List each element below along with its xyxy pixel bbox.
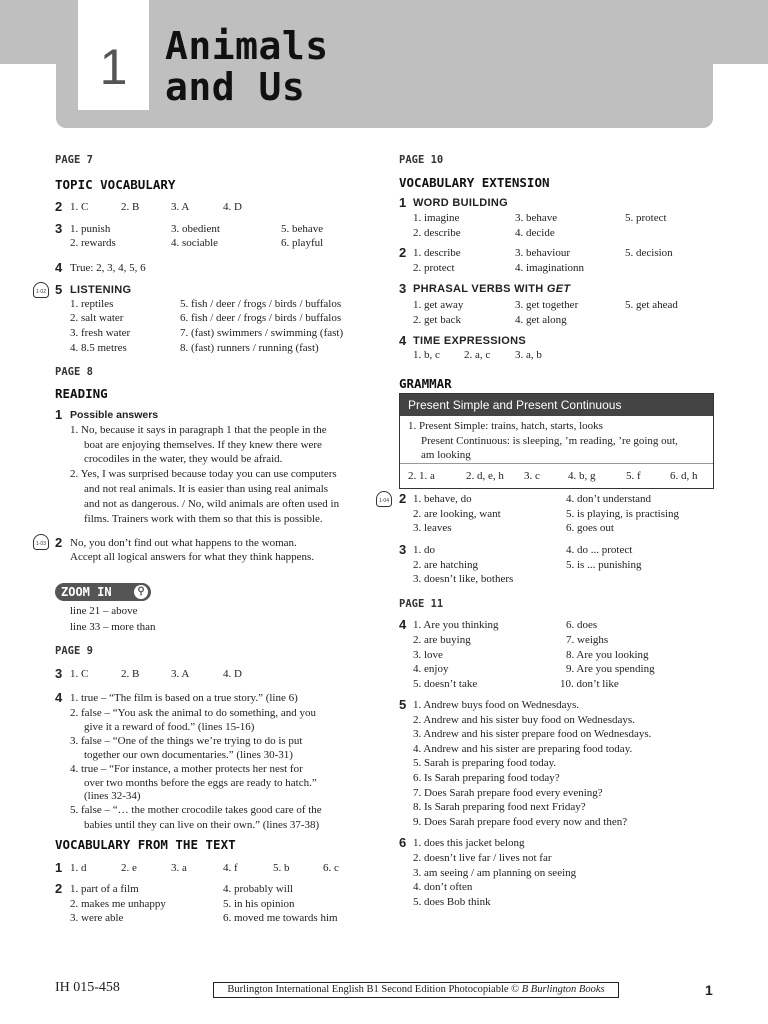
answer: 5. does Bob think — [413, 896, 491, 908]
answer: 2. rewards — [70, 237, 116, 249]
answer: 2. Andrew and his sister buy food on Wednesdays. — [413, 714, 635, 726]
answer: 4. sociable — [171, 237, 219, 249]
answer: 2. a, c — [464, 349, 491, 361]
answer: 1. Are you thinking — [413, 619, 499, 631]
ex-number: 2 — [399, 245, 407, 260]
reading-line: together our own documentaries.” (lines 30-31) — [84, 749, 293, 761]
answer: 3. love — [413, 649, 443, 661]
heading-vocabulary-from-text: VOCABULARY FROM THE TEXT — [55, 837, 236, 852]
ex-number: 4 — [55, 260, 63, 275]
audio-track-icon: 1·02 — [33, 282, 49, 298]
answer: 6. Is Sarah preparing food today? — [413, 772, 560, 784]
reading-line: give it a reward of food.” (lines 15-16) — [84, 721, 255, 733]
answer: 3. fresh water — [70, 327, 131, 339]
answer: 4. enjoy — [413, 663, 449, 675]
grammar-box-title: Present Simple and Present Continuous — [400, 394, 713, 416]
answer: 6. does — [566, 619, 598, 631]
answer: 2. makes me unhappy — [70, 898, 166, 910]
ex-number: 3 — [399, 542, 407, 557]
reading-line: 3. false – “One of the things we’re trying to do is put — [70, 735, 303, 747]
answer: 3. a — [171, 862, 187, 874]
audio-track-icon: 1·03 — [33, 534, 49, 550]
answer: 9. Does Sarah prepare food every now and then? — [413, 816, 628, 828]
answer: 2. B — [121, 668, 140, 680]
answer: 2. doesn’t live far / lives not far — [413, 852, 552, 864]
ex-number: 3 — [399, 281, 407, 296]
reading-line: over two months before the eggs are ready to hatch.” — [84, 777, 317, 789]
answer: 5. protect — [625, 212, 667, 224]
page-label-9: PAGE 9 — [55, 645, 93, 657]
answer: 5. b — [273, 862, 290, 874]
answer: 1. get away — [413, 299, 464, 311]
answer: 3. am seeing / am planning on seeing — [413, 867, 577, 879]
reading-line: boat are enjoying themselves. If they knew there were — [84, 439, 322, 451]
subheading-listening: LISTENING — [70, 284, 132, 296]
page-label-8: PAGE 8 — [55, 366, 93, 378]
ex-number: 2 — [399, 491, 407, 506]
answer: 5. fish / deer / frogs / birds / buffalos — [180, 298, 342, 310]
answer: 2. are looking, want — [413, 508, 501, 520]
answer: 6. moved me towards him — [223, 912, 338, 924]
heading-grammar: GRAMMAR — [399, 376, 452, 391]
zoom-line: line 33 – more than — [70, 621, 156, 633]
answer: 3. leaves — [413, 522, 452, 534]
answer: 6. playful — [281, 237, 324, 249]
ex-number: 2 — [55, 199, 63, 214]
answer: 3. doesn’t like, bothers — [413, 573, 514, 585]
page-number: 1 — [705, 982, 713, 998]
reading-line: films. Trainers work with them so that this is possible. — [84, 513, 323, 525]
answer: 3. A — [171, 201, 190, 213]
answer: 3. obedient — [171, 223, 220, 235]
answer: 4. Andrew and his sister are preparing food today. — [413, 743, 633, 755]
grammar-box-divider — [400, 463, 713, 464]
answer: 6. goes out — [566, 522, 614, 534]
answer: 2. B — [121, 201, 140, 213]
ex-number: 2 — [55, 881, 63, 896]
answer: 3. were able — [70, 912, 124, 924]
reading-line: 4. true – “For instance, a mother protects her nest for — [70, 763, 303, 775]
answer: 2. are buying — [413, 634, 471, 646]
answer: 1. behave, do — [413, 493, 472, 505]
ex-number: 1 — [55, 860, 63, 875]
unit-title: Animals and Us — [165, 24, 329, 109]
page-label-11: PAGE 11 — [399, 598, 444, 610]
subheading-phrasal-verbs: PHRASAL VERBS WITH GET — [413, 283, 571, 295]
grammar-box — [399, 393, 714, 489]
header-band — [56, 60, 713, 128]
answer: True: 2, 3, 4, 5, 6 — [70, 262, 146, 274]
page-label-10: PAGE 10 — [399, 154, 444, 166]
answer: 6. d, h — [670, 470, 698, 482]
answer: 2. protect — [413, 262, 455, 274]
answer: 4. 8.5 metres — [70, 342, 127, 354]
answer: 2. describe — [413, 227, 461, 239]
answer: 4. imaginationn — [515, 262, 585, 274]
answer: 2. are hatching — [413, 559, 479, 571]
heading-topic-vocabulary: TOPIC VOCABULARY — [55, 177, 176, 192]
reading-line: 5. false – “… the mother crocodile takes good care of the — [70, 804, 322, 816]
answer: 1. describe — [413, 247, 461, 259]
answer: 4. b, g — [568, 470, 596, 482]
zoom-in-badge: ZOOM IN ⚲ — [55, 583, 151, 601]
answer: 2. d, e, h — [466, 470, 504, 482]
ex-number: 6 — [399, 835, 407, 850]
page-label-7: PAGE 7 — [55, 154, 93, 166]
answer: 2. 1. a — [408, 470, 435, 482]
answer: 4. don’t often — [413, 881, 473, 893]
answer: 4. decide — [515, 227, 555, 239]
ex-number: 1 — [55, 407, 63, 422]
answer: 5. doesn’t take — [413, 678, 478, 690]
answer: 9. Are you spending — [566, 663, 655, 675]
answer: 3. Andrew and his sister prepare food on Wednesdays. — [413, 728, 652, 740]
answer: 5. Sarah is preparing food today. — [413, 757, 557, 769]
answer: 4. D — [223, 668, 242, 680]
footer-code: IH 015-458 — [55, 980, 120, 995]
answer: 5. decision — [625, 247, 673, 259]
answer: 3. behave — [515, 212, 558, 224]
footer-copyright: Burlington International English B1 Second Edition Photocopiable © B Burlington Books — [213, 982, 619, 998]
answer: 5. is playing, is practising — [566, 508, 680, 520]
answer: 8. (fast) runners / running (fast) — [180, 342, 319, 354]
ex-number: 3 — [55, 221, 63, 236]
answer: 4. probably will — [223, 883, 293, 895]
answer: 5. is ... punishing — [566, 559, 642, 571]
answer: 3. a, b — [515, 349, 542, 361]
ex-number: 5 — [399, 697, 407, 712]
subheading-word-building: WORD BUILDING — [413, 197, 508, 209]
answer: 1. part of a film — [70, 883, 139, 895]
answer: 1. d — [70, 862, 87, 874]
reading-line: Accept all logical answers for what they think happens. — [70, 551, 315, 563]
possible-answers-label: Possible answers — [70, 409, 159, 421]
reading-line: crocodiles in the water, they would be afraid. — [84, 453, 283, 465]
reading-line: 1. No, because it says in paragraph 1 that the people in the — [70, 424, 327, 436]
answer: 4. do ... protect — [566, 544, 633, 556]
answer: 10. don’t like — [560, 678, 619, 690]
heading-vocabulary-extension: VOCABULARY EXTENSION — [399, 175, 550, 190]
answer: 3. behaviour — [515, 247, 570, 259]
ex-number: 3 — [55, 666, 63, 681]
answer: 1. b, c — [413, 349, 440, 361]
answer: 4. D — [223, 201, 242, 213]
grammar-line: Present Continuous: is sleeping, ’m reading, ’re going out, — [421, 435, 678, 447]
audio-track-icon: 1·04 — [376, 491, 392, 507]
publisher-logo: B Burlington Books — [521, 984, 605, 995]
answer: 1. imagine — [413, 212, 460, 224]
answer: 4. don’t understand — [566, 493, 652, 505]
ex-number: 4 — [399, 617, 407, 632]
answer: 5. get ahead — [625, 299, 678, 311]
grammar-line: am looking — [421, 449, 471, 461]
answer: 5. f — [626, 470, 641, 482]
answer: 8. Are you looking — [566, 649, 649, 661]
ex-number: 2 — [55, 535, 63, 550]
answer: 6. c — [323, 862, 339, 874]
ex-number: 4 — [55, 690, 63, 705]
answer: 3. get together — [515, 299, 579, 311]
reading-line: 2. Yes, I was surprised because today you can use computers — [70, 468, 337, 480]
answer: 1. C — [70, 668, 89, 680]
answer: 3. A — [171, 668, 190, 680]
answer: 6. fish / deer / frogs / birds / buffalos — [180, 312, 342, 324]
answer: 1. punish — [70, 223, 111, 235]
reading-line: babies until they can live on their own.” (lines 37-38) — [84, 819, 320, 831]
answer: 2. e — [121, 862, 137, 874]
answer: 1. does this jacket belong — [413, 837, 525, 849]
answer: 1. reptiles — [70, 298, 114, 310]
answer: 4. get along — [515, 314, 567, 326]
answer: 1. C — [70, 201, 89, 213]
answer: 3. c — [524, 470, 540, 482]
reading-line: No, you don’t find out what happens to the woman. — [70, 537, 297, 549]
ex-number: 4 — [399, 333, 407, 348]
ex-number: 5 — [55, 282, 63, 297]
grammar-line: 1. Present Simple: trains, hatch, starts, looks — [408, 420, 603, 432]
answer: 1. do — [413, 544, 435, 556]
answer: 2. get back — [413, 314, 461, 326]
answer: 5. behave — [281, 223, 324, 235]
heading-reading: READING — [55, 386, 108, 401]
unit-number: 1 — [78, 0, 149, 110]
reading-line: and not as dangerous. / No, wild animals are often used in — [84, 498, 340, 510]
reading-line: and not real animals. It is easier than using real animals — [84, 483, 329, 495]
answer: 7. Does Sarah prepare food every evening? — [413, 787, 603, 799]
answer: 5. in his opinion — [223, 898, 295, 910]
answer: 8. Is Sarah preparing food next Friday? — [413, 801, 586, 813]
magnifier-icon: ⚲ — [134, 585, 148, 599]
ex-number: 1 — [399, 195, 407, 210]
answer: 4. f — [223, 862, 238, 874]
reading-line: (lines 32-34) — [84, 790, 141, 802]
subheading-time-expressions: TIME EXPRESSIONS — [413, 335, 526, 347]
answer: 2. salt water — [70, 312, 124, 324]
answer: 7. (fast) swimmers / swimming (fast) — [180, 327, 344, 339]
zoom-line: line 21 – above — [70, 605, 138, 617]
reading-line: 2. false – “You ask the animal to do something, and you — [70, 707, 317, 719]
answer: 7. weighs — [566, 634, 609, 646]
answer: 1. Andrew buys food on Wednesdays. — [413, 699, 580, 711]
reading-line: 1. true – “The film is based on a true story.” (line 6) — [70, 692, 298, 704]
